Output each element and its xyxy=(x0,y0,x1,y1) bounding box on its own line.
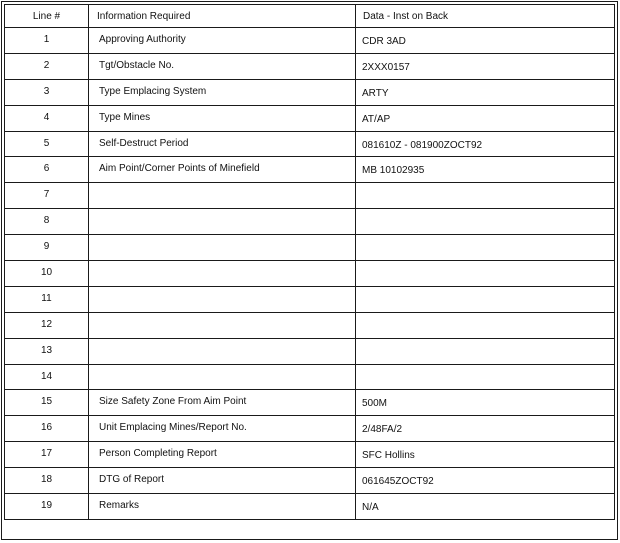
information-cell: Person Completing Report xyxy=(89,442,356,468)
information-cell xyxy=(89,209,356,235)
minefield-report-table xyxy=(4,4,615,520)
table-row xyxy=(5,105,615,131)
line-number-cell: 2 xyxy=(5,53,89,79)
line-number-cell: 15 xyxy=(5,390,89,416)
line-number-cell: 11 xyxy=(5,286,89,312)
line-number-cell: 10 xyxy=(5,261,89,287)
table-row xyxy=(5,53,615,79)
data-value-cell: MB 10102935 xyxy=(356,157,615,183)
line-number-cell: 4 xyxy=(5,105,89,131)
table-row xyxy=(5,442,615,468)
table-row xyxy=(5,390,615,416)
report-rows xyxy=(5,28,615,520)
data-value-cell xyxy=(356,338,615,364)
information-cell xyxy=(89,312,356,338)
information-cell: Aim Point/Corner Points of Minefield xyxy=(89,157,356,183)
table-row xyxy=(5,494,615,520)
data-value-cell: 2/48FA/2 xyxy=(356,416,615,442)
data-value-cell: 061645ZOCT92 xyxy=(356,468,615,494)
information-cell: Self-Destruct Period xyxy=(89,131,356,157)
line-number-cell: 1 xyxy=(5,28,89,54)
data-value-cell: CDR 3AD xyxy=(356,28,615,54)
information-cell: Unit Emplacing Mines/Report No. xyxy=(89,416,356,442)
information-cell xyxy=(89,183,356,209)
data-value-cell: AT/AP xyxy=(356,105,615,131)
table-row xyxy=(5,28,615,54)
data-header: Data - Inst on Back xyxy=(356,5,615,28)
information-cell: Approving Authority xyxy=(89,28,356,54)
line-number-cell: 14 xyxy=(5,364,89,390)
line-number-cell: 13 xyxy=(5,338,89,364)
data-value-cell xyxy=(356,235,615,261)
line-number-cell: 7 xyxy=(5,183,89,209)
data-value-cell xyxy=(356,286,615,312)
line-number-cell: 17 xyxy=(5,442,89,468)
table-row xyxy=(5,338,615,364)
line-number-cell: 19 xyxy=(5,494,89,520)
line-number-cell: 12 xyxy=(5,312,89,338)
table-row xyxy=(5,468,615,494)
data-value-cell xyxy=(356,261,615,287)
information-cell xyxy=(89,286,356,312)
information-cell xyxy=(89,235,356,261)
information-cell: Tgt/Obstacle No. xyxy=(89,53,356,79)
data-value-cell: 081610Z - 081900ZOCT92 xyxy=(356,131,615,157)
line-number-header: Line # xyxy=(5,5,89,28)
table-row xyxy=(5,183,615,209)
line-number-cell: 16 xyxy=(5,416,89,442)
information-required-header: Information Required xyxy=(89,5,356,28)
information-cell xyxy=(89,338,356,364)
table-row xyxy=(5,157,615,183)
table-row xyxy=(5,364,615,390)
table-row xyxy=(5,209,615,235)
information-cell xyxy=(89,364,356,390)
line-number-cell: 6 xyxy=(5,157,89,183)
line-number-cell: 18 xyxy=(5,468,89,494)
data-value-cell: N/A xyxy=(356,494,615,520)
data-value-cell: 2XXX0157 xyxy=(356,53,615,79)
information-cell xyxy=(89,261,356,287)
data-value-cell: 500M xyxy=(356,390,615,416)
data-value-cell: SFC Hollins xyxy=(356,442,615,468)
information-cell: DTG of Report xyxy=(89,468,356,494)
table-row xyxy=(5,131,615,157)
information-cell: Remarks xyxy=(89,494,356,520)
table-row xyxy=(5,286,615,312)
line-number-cell: 9 xyxy=(5,235,89,261)
table-row xyxy=(5,261,615,287)
table-row xyxy=(5,79,615,105)
table-row xyxy=(5,235,615,261)
data-value-cell: ARTY xyxy=(356,79,615,105)
information-cell: Type Emplacing System xyxy=(89,79,356,105)
table-row xyxy=(5,312,615,338)
line-number-cell: 3 xyxy=(5,79,89,105)
data-value-cell xyxy=(356,209,615,235)
data-value-cell xyxy=(356,183,615,209)
data-value-cell xyxy=(356,364,615,390)
header-row xyxy=(5,5,615,28)
information-cell: Size Safety Zone From Aim Point xyxy=(89,390,356,416)
data-value-cell xyxy=(356,312,615,338)
information-cell: Type Mines xyxy=(89,105,356,131)
line-number-cell: 5 xyxy=(5,131,89,157)
table-row xyxy=(5,416,615,442)
line-number-cell: 8 xyxy=(5,209,89,235)
